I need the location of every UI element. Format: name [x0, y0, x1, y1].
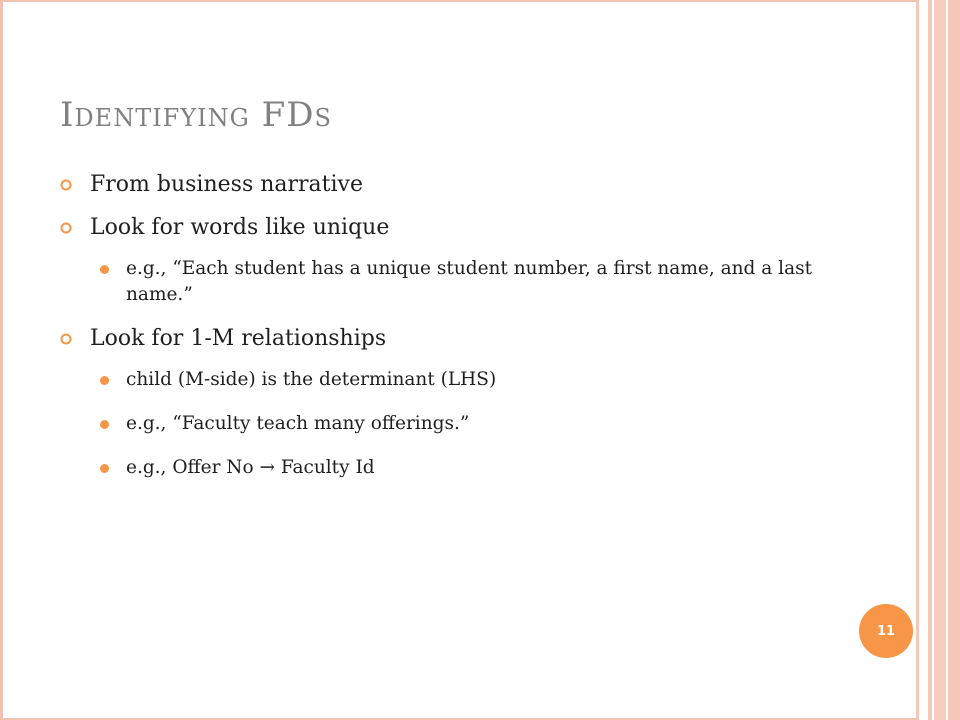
bullet-text: Look for 1-M relationships	[90, 326, 387, 351]
sub-bullet-text: e.g., Offer No → Faculty Id	[126, 457, 375, 478]
sub-bullet-item	[60, 455, 850, 481]
bullet-item	[60, 170, 850, 200]
sub-bullet-item	[60, 411, 850, 437]
bullet-text: Look for words like unique	[90, 215, 390, 240]
top-border	[0, 0, 918, 2]
filled-dot-icon	[100, 420, 109, 429]
page-number-badge	[859, 604, 913, 658]
filled-dot-icon	[100, 265, 109, 274]
filled-dot-icon	[100, 464, 109, 473]
slide-title: Identifying FDs	[60, 95, 332, 135]
hollow-circle-icon	[60, 222, 72, 234]
right-decorative-stripes	[916, 0, 960, 720]
filled-dot-icon	[100, 376, 109, 385]
sub-bullet-item	[60, 367, 850, 393]
sub-bullet-text: e.g., “Each student has a unique student number, a first name, and a last name.”	[126, 258, 813, 305]
sub-bullet-text: child (M-side) is the determinant (LHS)	[126, 369, 497, 390]
hollow-circle-icon	[60, 333, 72, 345]
page-number: 11	[876, 623, 896, 639]
sub-bullet-text: e.g., “Faculty teach many offerings.”	[126, 413, 470, 434]
hollow-circle-icon	[60, 179, 72, 191]
bullet-text: From business narrative	[90, 172, 363, 197]
sub-bullet-item	[60, 256, 850, 308]
bullet-list	[60, 170, 850, 499]
bullet-item	[60, 324, 850, 354]
bullet-item	[60, 213, 850, 243]
left-border	[0, 0, 3, 720]
